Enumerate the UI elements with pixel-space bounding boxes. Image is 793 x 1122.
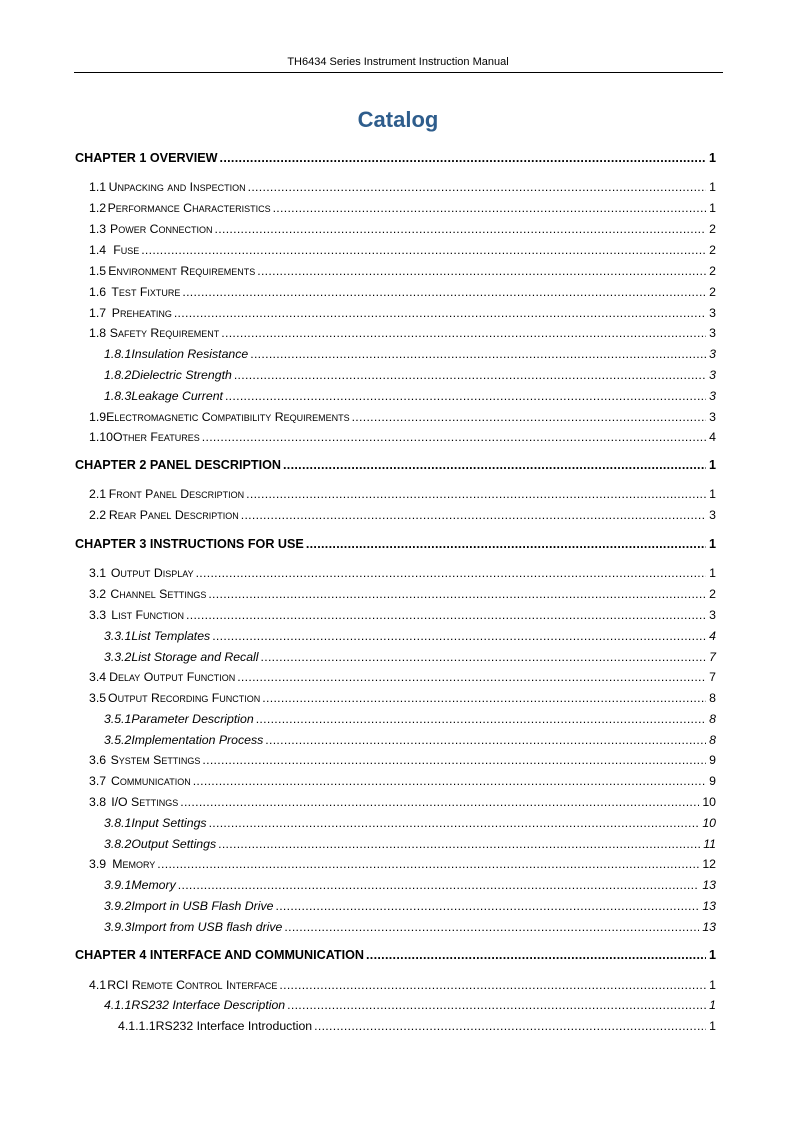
toc-entry-number: 3.9.2 xyxy=(104,899,132,913)
toc-entry-number: 4.1.1 xyxy=(104,998,132,1012)
toc-entry-title: Channel Settings xyxy=(110,587,207,601)
toc-entry-page: 1 xyxy=(708,151,716,165)
toc-entry-number: 4.1.1.1 xyxy=(118,1019,156,1033)
toc-entry-title: Memory xyxy=(112,857,156,871)
toc-entry[interactable] xyxy=(89,976,716,994)
toc-entry[interactable] xyxy=(89,689,716,707)
toc-entry-title: Import from USB flash drive xyxy=(131,920,283,934)
toc-entry-page: 9 xyxy=(709,753,716,767)
dot-leader xyxy=(284,918,699,936)
toc-entry-title: RCI Remote Control Interface xyxy=(107,978,278,992)
toc-entry-title: Environment Requirements xyxy=(108,264,256,278)
toc-entry[interactable] xyxy=(104,814,716,832)
toc-entry-page: 2 xyxy=(709,285,716,299)
toc-entry-page: 2 xyxy=(709,222,716,236)
toc-entry-title: Preheating xyxy=(111,306,172,320)
toc-entry[interactable] xyxy=(89,199,716,217)
dot-leader xyxy=(241,506,706,524)
toc-entry[interactable] xyxy=(89,506,716,524)
toc-entry-title: Communication xyxy=(110,774,191,788)
dot-leader xyxy=(180,793,699,811)
toc-entry-number: 3.9.3 xyxy=(104,920,132,934)
toc-entry[interactable] xyxy=(89,564,716,582)
toc-entry[interactable] xyxy=(89,408,716,426)
toc-entry-title: Front Panel Description xyxy=(108,487,245,501)
toc-entry-title: Leakage Current xyxy=(131,389,223,403)
toc-entry-title: Fuse xyxy=(113,243,140,257)
toc-entry-title: Unpacking and Inspection xyxy=(108,180,246,194)
toc-entry-title: System Settings xyxy=(110,753,201,767)
dot-leader xyxy=(178,876,700,894)
toc-entry[interactable] xyxy=(118,1017,716,1035)
dot-leader xyxy=(256,710,706,728)
toc-entry-page: 7 xyxy=(709,670,716,684)
dot-leader xyxy=(283,456,706,474)
toc-entry-number: 3.3.2 xyxy=(104,650,132,664)
toc-entry-number: 3.1 xyxy=(89,566,107,580)
toc-entry-number: 3.2 xyxy=(89,587,107,601)
dot-leader xyxy=(218,835,700,853)
toc-entry[interactable] xyxy=(89,485,716,503)
toc-entry[interactable] xyxy=(89,324,716,342)
toc-entry[interactable] xyxy=(104,648,716,666)
dot-leader xyxy=(225,387,706,405)
toc-entry-number: 1.8.3 xyxy=(104,389,132,403)
dot-leader xyxy=(261,648,707,666)
toc-entry[interactable] xyxy=(89,855,716,873)
toc-entry-number: 1.1 xyxy=(89,180,107,194)
toc-entry-title: Dielectric Strength xyxy=(131,368,232,382)
toc-entry[interactable] xyxy=(104,876,716,894)
toc-entry-number: 3.5 xyxy=(89,691,107,705)
toc-entry-page: 10 xyxy=(702,816,716,830)
dot-leader xyxy=(257,262,706,280)
toc-entry-page: 8 xyxy=(709,691,716,705)
dot-leader xyxy=(248,178,707,196)
toc-entry[interactable] xyxy=(104,731,716,749)
toc-entry-title: I/O Settings xyxy=(111,795,179,809)
dot-leader xyxy=(276,897,700,915)
toc-entry-title: Safety Requirement xyxy=(109,326,220,340)
toc-entry[interactable] xyxy=(104,366,716,384)
toc-entry-number: 3.3.1 xyxy=(104,629,132,643)
toc-entry[interactable] xyxy=(89,220,716,238)
dot-leader xyxy=(174,304,706,322)
dot-leader xyxy=(287,996,706,1014)
toc-chapter-entry[interactable] xyxy=(75,149,716,167)
toc-entry-number: 3.9.1 xyxy=(104,878,132,892)
toc-entry-title: Electromagnetic Compatibility Requirements xyxy=(106,410,350,424)
toc-entry-number: 1.2 xyxy=(89,201,107,215)
toc-entry-number: 1.6 xyxy=(89,285,107,299)
dot-leader xyxy=(193,772,706,790)
toc-entry-number: 1.10 xyxy=(89,430,113,444)
dot-leader xyxy=(279,976,706,994)
toc-entry-title: Insulation Resistance xyxy=(131,347,249,361)
running-header: TH6434 Series Instrument Instruction Manual xyxy=(287,56,509,68)
dot-leader xyxy=(209,814,700,832)
toc-entry-page: 3 xyxy=(709,326,716,340)
toc-entry-page: 4 xyxy=(709,629,716,643)
toc-entry[interactable] xyxy=(104,996,716,1014)
toc-entry-title: Performance Characteristics xyxy=(107,201,271,215)
toc-entry[interactable] xyxy=(104,897,716,915)
toc-entry-title: List Function xyxy=(111,608,185,622)
toc-entry-number: 1.4 xyxy=(89,243,107,257)
dot-leader xyxy=(220,149,706,167)
toc-entry-title: Other Features xyxy=(112,430,200,444)
toc-entry-number: 1.8.2 xyxy=(104,368,132,382)
toc-entry-title: CHAPTER 2 PANEL DESCRIPTION xyxy=(75,458,281,472)
header-rule xyxy=(74,72,723,73)
toc-chapter-entry[interactable] xyxy=(75,535,716,553)
dot-leader xyxy=(186,606,706,624)
toc-entry-number: 3.4 xyxy=(89,670,107,684)
toc-entry-title: CHAPTER 4 INTERFACE AND COMMUNICATION xyxy=(75,948,364,962)
toc-entry[interactable] xyxy=(104,345,716,363)
toc-entry-title: Output Display xyxy=(110,566,194,580)
toc-entry-number: 1.3 xyxy=(89,222,107,236)
toc-entry-page: 3 xyxy=(709,389,716,403)
toc-entry-page: 2 xyxy=(709,243,716,257)
toc-entry-title: Import in USB Flash Drive xyxy=(131,899,274,913)
toc-chapter-entry[interactable] xyxy=(75,456,716,474)
toc-entry-title: List Templates xyxy=(131,629,211,643)
toc-chapter-entry[interactable] xyxy=(75,946,716,964)
toc-entry-page: 13 xyxy=(702,878,716,892)
dot-leader xyxy=(250,345,706,363)
toc-entry-page: 10 xyxy=(702,795,716,809)
dot-leader xyxy=(234,366,706,384)
toc-entry[interactable] xyxy=(104,627,716,645)
page-title: Catalog xyxy=(357,107,439,132)
toc-entry-page: 1 xyxy=(708,537,716,551)
toc-entry-number: 1.8.1 xyxy=(104,347,132,361)
dot-leader xyxy=(366,946,706,964)
toc-entry-title: Input Settings xyxy=(131,816,207,830)
dot-leader xyxy=(196,564,707,582)
dot-leader xyxy=(306,535,706,553)
toc-entry-page: 1 xyxy=(709,201,716,215)
toc-entry[interactable] xyxy=(104,835,716,853)
dot-leader xyxy=(265,731,706,749)
dot-leader xyxy=(352,408,707,426)
toc-entry-page: 1 xyxy=(709,978,716,992)
toc-entry-page: 12 xyxy=(702,857,716,871)
toc-entry-page: 3 xyxy=(709,410,716,424)
toc-entry-title: Output Settings xyxy=(131,837,217,851)
toc-entry[interactable] xyxy=(89,241,716,259)
dot-leader xyxy=(273,199,707,217)
toc-entry-page: 8 xyxy=(709,733,716,747)
toc-entry-page: 3 xyxy=(709,368,716,382)
dot-leader xyxy=(262,689,706,707)
dot-leader xyxy=(202,751,706,769)
toc-entry-page: 1 xyxy=(709,487,716,501)
toc-entry-page: 7 xyxy=(709,650,716,664)
toc-entry-title: CHAPTER 3 INSTRUCTIONS FOR USE xyxy=(75,537,304,551)
toc-entry-page: 1 xyxy=(709,566,716,580)
toc-entry[interactable] xyxy=(104,710,716,728)
toc-entry-number: 1.9 xyxy=(89,410,107,424)
toc-entry-number: 2.1 xyxy=(89,487,107,501)
toc-entry[interactable] xyxy=(89,262,716,280)
toc-entry-number: 3.3 xyxy=(89,608,107,622)
toc-entry-title: RS232 Interface Description xyxy=(131,998,286,1012)
toc-entry-title: Rear Panel Description xyxy=(108,508,239,522)
toc-entry-page: 13 xyxy=(702,920,716,934)
toc-entry[interactable] xyxy=(89,772,716,790)
toc-entry[interactable] xyxy=(89,178,716,196)
toc-entry-title: RS232 Interface Introduction xyxy=(155,1019,313,1033)
dot-leader xyxy=(141,241,706,259)
toc-entry-number: 2.2 xyxy=(89,508,107,522)
toc-entry[interactable] xyxy=(104,918,716,936)
dot-leader xyxy=(237,668,706,686)
toc-entry-number: 1.7 xyxy=(89,306,107,320)
toc-entry-page: 1 xyxy=(708,458,716,472)
toc-entry[interactable] xyxy=(89,793,716,811)
toc-entry-number: 3.5.1 xyxy=(104,712,132,726)
toc-entry-title: Power Connection xyxy=(110,222,213,236)
toc-entry[interactable] xyxy=(89,283,716,301)
toc-entry-page: 1 xyxy=(708,948,716,962)
dot-leader xyxy=(221,324,706,342)
toc-entry-number: 3.7 xyxy=(89,774,107,788)
toc-entry-title: Delay Output Function xyxy=(109,670,236,684)
toc-entry-page: 1 xyxy=(709,998,716,1012)
toc-entry[interactable] xyxy=(89,668,716,686)
toc-entry-title: Memory xyxy=(131,878,176,892)
dot-leader xyxy=(212,627,706,645)
toc-entry-page: 9 xyxy=(709,774,716,788)
toc-entry[interactable] xyxy=(89,606,716,624)
toc-entry-page: 2 xyxy=(709,587,716,601)
toc-entry-title: Test Fixture xyxy=(111,285,181,299)
dot-leader xyxy=(182,283,706,301)
dot-leader xyxy=(246,485,706,503)
toc-entry-page: 2 xyxy=(709,264,716,278)
toc-entry-number: 3.8.2 xyxy=(104,837,132,851)
toc-entry-number: 3.8 xyxy=(89,795,107,809)
dot-leader xyxy=(215,220,707,238)
toc-entry-page: 3 xyxy=(709,347,716,361)
toc-entry[interactable] xyxy=(89,428,716,446)
toc-entry-number: 1.8 xyxy=(89,326,107,340)
toc-entry-number: 3.9 xyxy=(89,857,107,871)
toc-entry-page: 1 xyxy=(709,180,716,194)
toc-entry-title: Output Recording Function xyxy=(108,691,261,705)
toc-entry-page: 3 xyxy=(709,306,716,320)
dot-leader xyxy=(157,855,699,873)
toc-entry-number: 4.1 xyxy=(89,978,107,992)
dot-leader xyxy=(202,428,706,446)
toc-entry-page: 13 xyxy=(702,899,716,913)
toc-entry-title: CHAPTER 1 OVERVIEW xyxy=(75,151,218,165)
toc-entry-page: 1 xyxy=(709,1019,716,1033)
toc-entry-number: 1.5 xyxy=(89,264,107,278)
toc-entry-page: 11 xyxy=(703,837,716,851)
toc-entry[interactable] xyxy=(89,304,716,322)
toc-entry[interactable] xyxy=(104,387,716,405)
toc-entry-number: 3.5.2 xyxy=(104,733,132,747)
toc-entry-page: 4 xyxy=(709,430,716,444)
toc-entry-page: 3 xyxy=(709,608,716,622)
toc-entry-number: 3.8.1 xyxy=(104,816,132,830)
toc-entry[interactable] xyxy=(89,585,716,603)
dot-leader xyxy=(208,585,706,603)
toc-entry[interactable] xyxy=(89,751,716,769)
toc-entry-title: Parameter Description xyxy=(131,712,254,726)
toc-entry-page: 3 xyxy=(709,508,716,522)
toc-entry-page: 8 xyxy=(709,712,716,726)
toc-entry-title: List Storage and Recall xyxy=(131,650,259,664)
toc-entry-number: 3.6 xyxy=(89,753,107,767)
dot-leader xyxy=(314,1017,706,1035)
toc-entry-title: Implementation Process xyxy=(131,733,264,747)
